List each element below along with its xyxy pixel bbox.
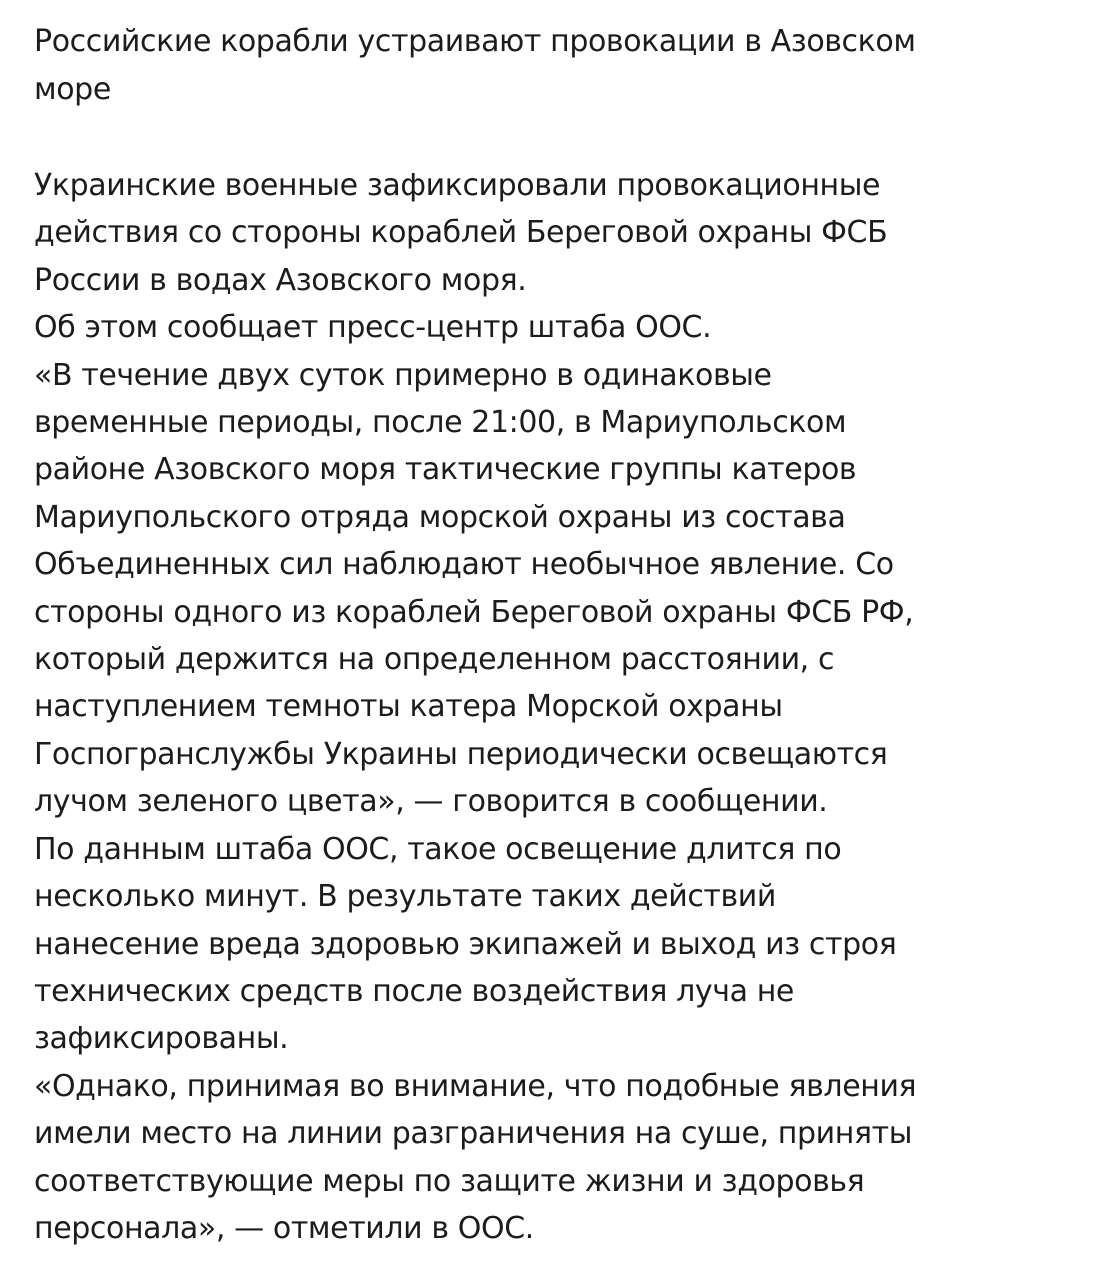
body-line: Украинские военные зафиксировали провокационные bbox=[34, 168, 881, 203]
title-line: море bbox=[34, 72, 111, 107]
body-line: стороны одного из кораблей Береговой охраны ФСБ РФ, bbox=[34, 594, 914, 630]
body-line: «В течение двух суток примерно в одинаковые bbox=[34, 357, 772, 393]
body-line: По данным штаба ООС, такое освещение длится по bbox=[34, 831, 842, 867]
body-line: действия со стороны кораблей Береговой охраны ФСБ bbox=[34, 215, 888, 251]
body-line: «Однако, принимая во внимание, что подобные явления bbox=[34, 1068, 917, 1104]
body-line: Об этом сообщает пресс-центр штаба ООС. bbox=[34, 310, 712, 346]
body-line: соответствующие меры по защите жизни и здоровья bbox=[34, 1163, 865, 1199]
article-title bbox=[34, 18, 1085, 114]
body-line: несколько минут. В результате таких действий bbox=[34, 879, 776, 915]
body-line: Госпогранслужбы Украины периодически освещаются bbox=[34, 736, 888, 772]
article-body bbox=[34, 162, 1085, 1252]
body-line: лучом зеленого цвета», — говорится в сообщении. bbox=[34, 784, 828, 820]
body-line: наступлением темноты катера Морской охраны bbox=[34, 689, 783, 725]
body-line: имели место на линии разграничения на суше, приняты bbox=[34, 1116, 912, 1152]
title-line: Российские корабли устраивают провокации в Азовском bbox=[34, 24, 916, 59]
body-line: который держится на определенном расстоянии, с bbox=[34, 642, 835, 678]
body-line: временные периоды, после 21:00, в Мариупольском bbox=[34, 405, 847, 441]
body-line: районе Азовского моря тактические группы катеров bbox=[34, 452, 857, 488]
body-line: Мариупольского отряда морской охраны из состава bbox=[34, 499, 846, 535]
body-line: Объединенных сил наблюдают необычное явление. Со bbox=[34, 547, 894, 583]
body-line: России в водах Азовского моря. bbox=[34, 262, 527, 298]
body-line: технических средств после воздействия луча не bbox=[34, 973, 794, 1009]
paragraph-gap bbox=[34, 114, 1085, 162]
body-line: персонала», — отметили в ООС. bbox=[34, 1210, 534, 1246]
body-line: зафиксированы. bbox=[34, 1021, 289, 1057]
body-line: нанесение вреда здоровью экипажей и выход из строя bbox=[34, 926, 897, 962]
